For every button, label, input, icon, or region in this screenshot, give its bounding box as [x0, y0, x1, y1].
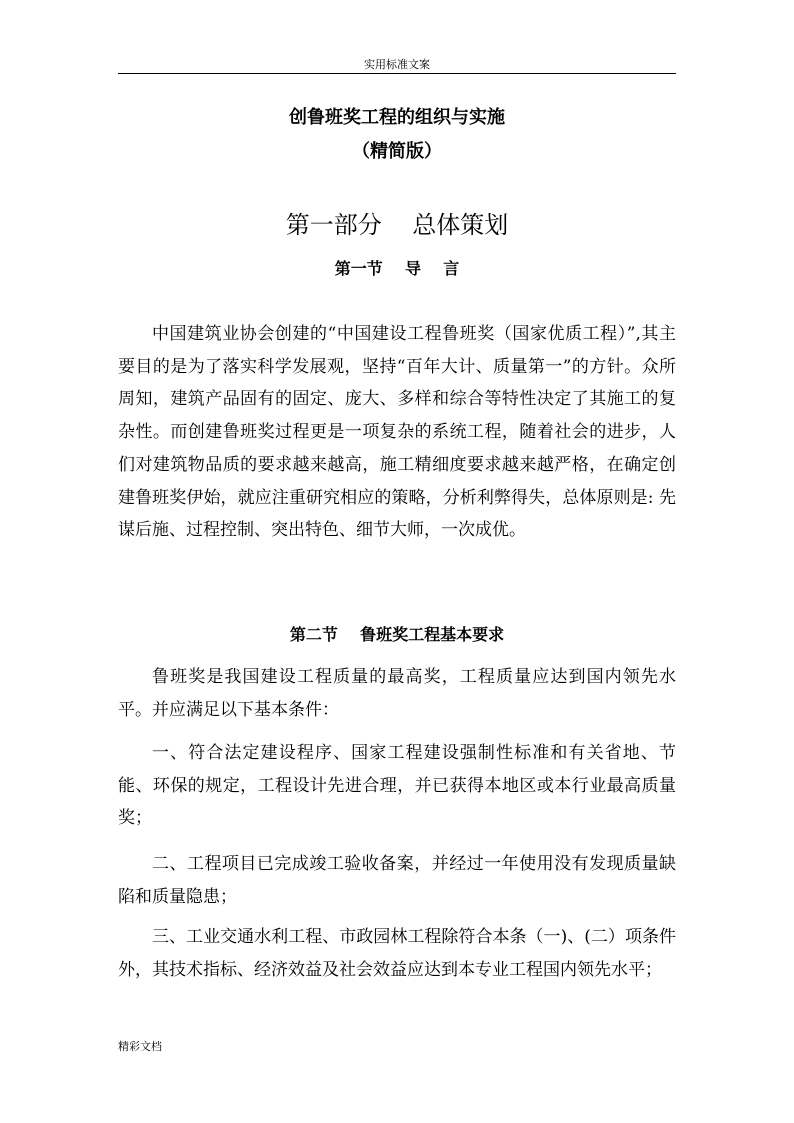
section-2-paragraph-condition-1: 一、符合法定建设程序、国家工程建设强制性标准和有关省地、节能、环保的规定，工程设计先进合理，并已获得本地区或本行业最高质量奖； [118, 743, 676, 829]
section-2-paragraph-intro: 鲁班奖是我国建设工程质量的最高奖，工程质量应达到国内领先水平。并应满足以下基本条件： [118, 667, 676, 720]
section-2-paragraph-condition-2: 二、工程项目已完成竣工验收备案，并经过一年使用没有发现质量缺陷和质量隐患； [118, 854, 676, 907]
page-footer: 精彩文档 [118, 1040, 162, 1053]
document-subtitle: （精简版） [352, 141, 442, 162]
section-2-title: 第二节 鲁班奖工程基本要求 [289, 625, 505, 644]
section-2-paragraph-condition-3: 三、工业交通水利工程、市政园林工程除符合本条（一)、(二）项条件外，其技术指标、经济效益及社会效益应达到本专业工程国内领先水平； [118, 927, 676, 980]
header-divider [118, 73, 676, 74]
document-title: 创鲁班奖工程的组织与实施 [289, 107, 505, 128]
section-1-paragraph: 中国建筑业协会创建的“中国建设工程鲁班奖（国家优质工程）”,其主要目的是为了落实科学发展观，坚持“百年大计、质量第一”的方针。众所周知，建筑产品固有的固定、庞大、多样和综合等特性决定了其施工的复杂性。而创建鲁班奖过程更是一项复杂的系统工程，随着社会的进步，人们对建筑物品质的要求越来越高，施工精细度要求越来越严格，在确定创建鲁班奖伊始，就应注重研究相应的策略，分析利弊得失，总体原则是: 先谋后施、过程控制、突出特色、细节大师，一次成优。 [118, 324, 676, 541]
page-header: 实用标准文案 [364, 58, 430, 71]
section-1-title: 第一节 导 言 [334, 259, 460, 278]
part-title: 第一部分 总体策划 [285, 211, 509, 239]
